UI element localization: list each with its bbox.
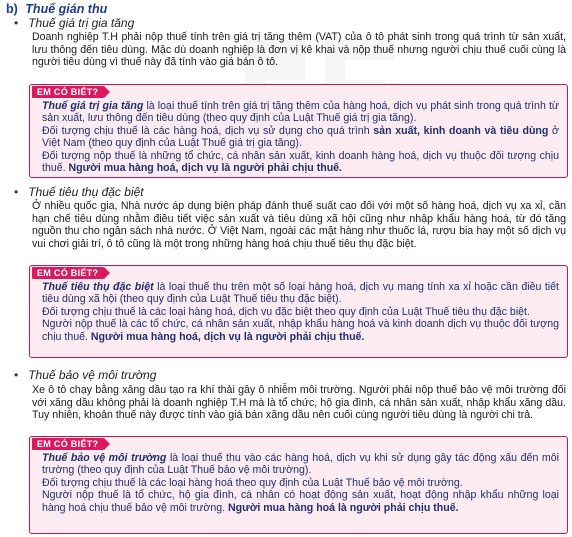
info-box-paragraph xyxy=(42,477,559,489)
bold-text: sản xuất, kinh doanh và tiêu dùng xyxy=(373,124,549,137)
definition: là loại thuế tính trên giá trị tăng thêm của hàng hoá, dịch vụ phát sinh trong quá trình từ sản xuất, lưu thông đến tiêu dùng (theo quy định của Luật Thuế giá trị gia tăng). xyxy=(42,100,559,125)
paragraph-environment-tax: Xe ô tô chạy bằng xăng dầu tạo ra khí thải gây ô nhiễm môi trường. Người phải nộp thuế bảo vệ môi trường đối với xăng dầu không phải là doanh nghiệp T.H mà là tổ chức, hộ gia đình, cá nhân sản xuất, nhập khẩu xăng dầu. Tuy nhiên, khoản thuế này được tính vào giá bán xăng dầu nên cuối cùng người tiêu dùng là người chi trả. xyxy=(32,384,566,422)
section-title-special-tax xyxy=(14,185,144,199)
bullet-icon: • xyxy=(14,368,19,382)
bold-text: Người mua hàng hoá là người phải chịu thuế. xyxy=(228,501,459,514)
term: Thuế giá trị gia tăng xyxy=(42,100,144,112)
paragraph-vat: Doanh nghiệp T.H phải nộp thuế tính trên giá trị tăng thêm (VAT) của ô tô phát sinh trong quá trình từ sản xuất, lưu thông đến tiêu dùng. Mặc dù doanh nghiệp là đơn vị kê khai và nộp thuế nhưng người chịu thuế cuối cùng là người tiêu dùng vì thuế này đã tính vào giá bán ô tô. xyxy=(32,31,566,69)
info-box-paragraph xyxy=(42,125,559,150)
bullet-icon: • xyxy=(14,185,19,199)
text: Người nộp thuế là các tổ chức, cá nhân sản xuất, nhập khẩu hàng hoá và kinh doanh dịch vụ thuộc đối tượng chịu thuế. xyxy=(42,318,559,343)
text: Người nộp thuế là tổ chức, hộ gia đình, cá nhân có hoạt động sản xuất, hoạt động nhập khẩu những loại hàng hoá chịu thuế bảo vệ môi trường. xyxy=(42,489,559,514)
paragraph-special-tax: Ở nhiều quốc gia, Nhà nước áp dụng biện pháp đánh thuế suất cao đối với một số hàng hoá, dịch vụ xa xỉ, cần hạn chế tiêu dùng nhằm điều tiết việc sản xuất và tiêu dùng xã hội cũng như nhập khẩu hàng hoá, từ đó tăng nguồn thu cho ngân sách nhà nước. Ở Việt Nam, ngoài các mặt hàng như thuốc lá, rượu bia hay một số dịch vụ vui chơi giải trí, ô tô cũng là một trong những hàng hoá chịu thuế tiêu thụ đặc biệt. xyxy=(32,200,566,250)
info-box-badge: EM CÓ BIẾT? xyxy=(32,438,104,450)
info-box-paragraph xyxy=(42,452,559,477)
info-box-paragraph xyxy=(42,306,559,318)
info-box-paragraph xyxy=(42,318,559,343)
info-box-paragraph xyxy=(42,100,559,125)
section-title-vat xyxy=(14,16,134,30)
term: Thuế bảo vệ môi trường xyxy=(42,452,167,464)
section-heading xyxy=(6,2,107,16)
info-box-environment-tax xyxy=(29,436,568,534)
definition: là loại thuế thu vào các hàng hoá, dịch vụ khi sử dụng gây tác động xấu đến môi trường (theo quy định của Luật Thuế bảo vệ môi trường). xyxy=(42,452,559,477)
text: Đối tượng nộp thuế là những tổ chức, cá nhân sản xuất, kinh doanh hàng hoá, dịch vụ thuộc đối tượng chịu thuế. xyxy=(42,149,559,175)
info-box-paragraph xyxy=(42,281,559,306)
section-title-environment-tax xyxy=(14,368,156,382)
bold-text: Người mua hàng hoá, dịch vụ là người phải chịu thuế. xyxy=(68,162,343,175)
section-title-text: Thuế giá trị gia tăng xyxy=(28,16,135,30)
info-box-special-tax xyxy=(29,265,568,358)
term: Thuế tiêu thụ đặc biệt xyxy=(42,281,154,293)
section-title-text: Thuế bảo vệ môi trường xyxy=(28,368,157,382)
info-box-vat xyxy=(29,84,568,178)
info-box-paragraph xyxy=(42,150,559,175)
text: Đối tượng chịu thuế là các loại hàng hoá theo quy định của Luật Thuế bảo vệ môi trường. xyxy=(42,476,463,489)
info-box-paragraph xyxy=(42,489,559,514)
bullet-icon: • xyxy=(14,16,19,30)
info-box-badge: EM CÓ BIẾT? xyxy=(32,86,104,98)
section-title-text: Thuế tiêu thụ đặc biệt xyxy=(28,185,144,199)
heading-title: Thuế gián thu xyxy=(25,2,108,16)
text: Đối tượng chịu thuế là các loại hàng hoá, dịch vụ đặc biệt theo quy định của Luật Thuế tiêu thụ đặc biệt. xyxy=(42,305,530,318)
info-box-badge: EM CÓ BIẾT? xyxy=(32,267,104,279)
text: ở Việt Nam (theo quy định của Luật Thuế giá trị gia tăng). xyxy=(42,124,559,150)
heading-label: b) xyxy=(6,2,18,16)
definition: là loại thuế thu trên một số loại hàng hoá, dịch vụ mang tính xa xỉ hoặc cần điều tiết tiêu dùng xã hội (theo quy định của Luật Thuế tiêu thụ đặc biệt). xyxy=(42,281,559,306)
text: Đối tượng chịu thuế là các hàng hoá, dịch vụ sử dụng cho quá trình xyxy=(42,124,370,137)
bold-text: Người mua hàng hoá, dịch vụ là người phải chịu thuế. xyxy=(90,330,365,343)
